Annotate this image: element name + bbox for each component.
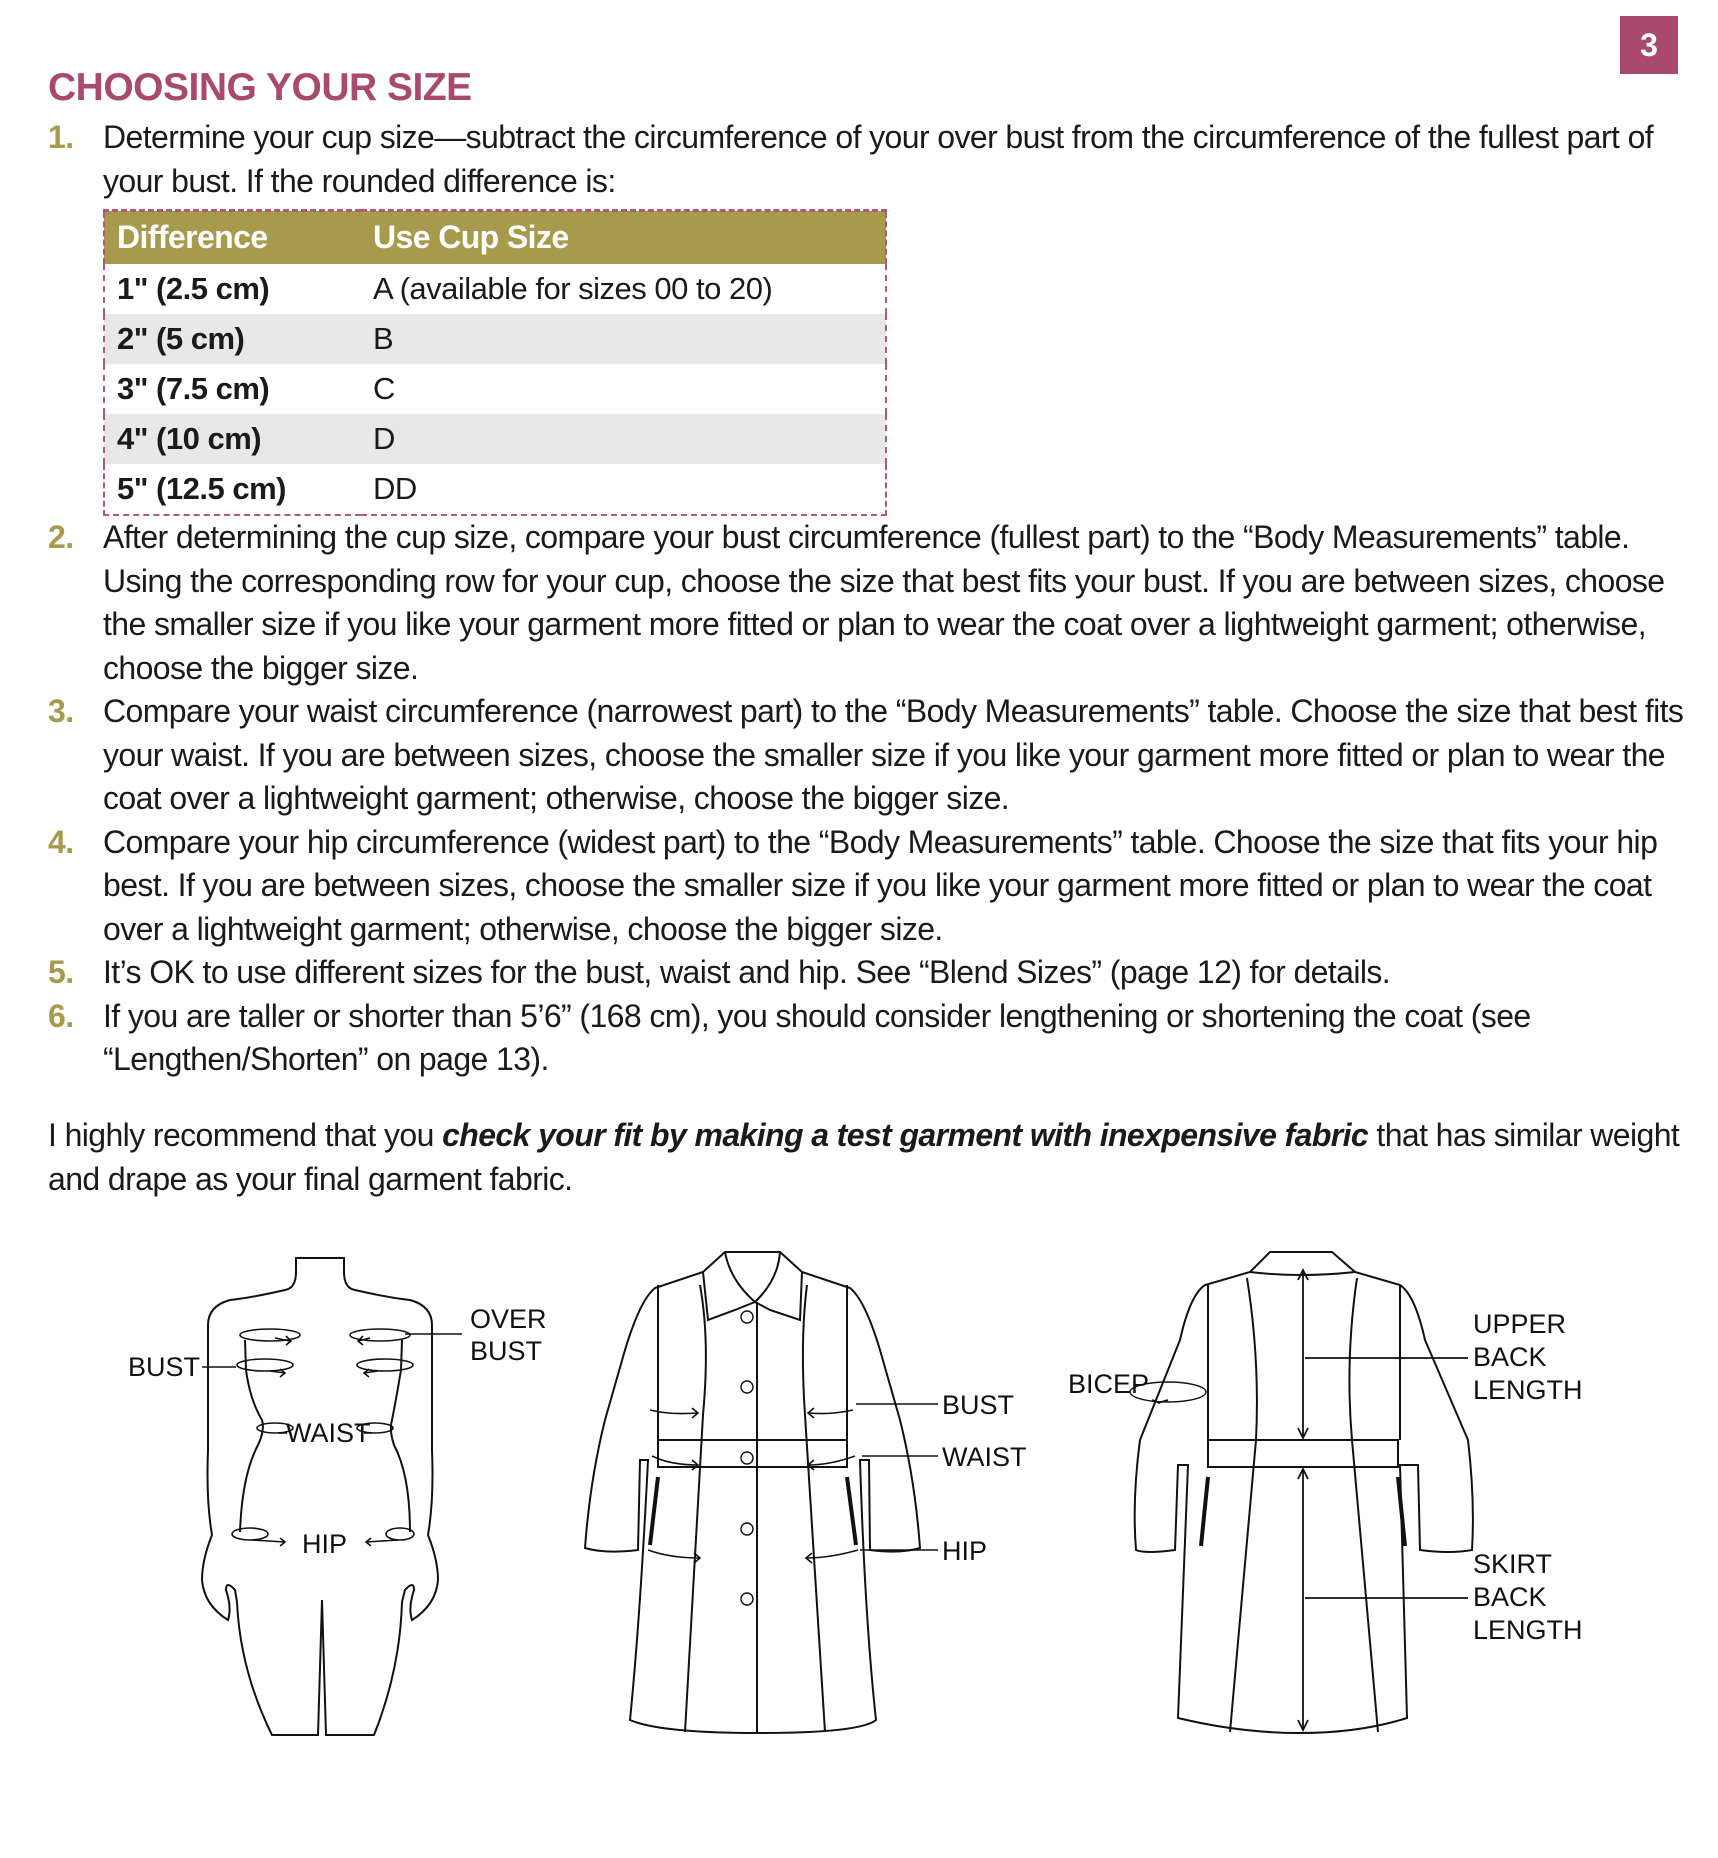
step-text: It’s OK to use different sizes for the bust, waist and hip. See “Blend Sizes” (page 12) for details. <box>103 954 1391 990</box>
skirt-back-length-label-3: LENGTH <box>1473 1615 1583 1645</box>
step-text: Determine your cup size—subtract the circumference of your over bust from the circumference of the fullest part of your bust. If the rounded difference is: <box>103 119 1654 199</box>
coat-waist-label: WAIST <box>942 1442 1027 1472</box>
table-row <box>104 314 886 364</box>
step-6 <box>48 995 1688 1082</box>
step-text: After determining the cup size, compare your bust circumference (fullest part) to the “Body Measurements” table. Using the corresponding row for your cup, choose the size that best fits your bust. If you are between sizes, choose the smaller size if you like your garment more fitted or plan to wear the coat over a lightweight garment; otherwise, choose the bigger size. <box>103 519 1665 686</box>
step-number: 4. <box>48 823 74 860</box>
difference-cell: 5" (12.5 cm) <box>117 471 286 507</box>
step-number: 6. <box>48 997 74 1034</box>
body-outline-icon <box>202 1258 438 1735</box>
column-header-cup-size: Use Cup Size <box>361 211 886 265</box>
cup-size-cell: A (available for sizes 00 to 20) <box>373 271 773 307</box>
coat-front-outline-icon <box>585 1252 920 1733</box>
step-1 <box>48 116 1688 516</box>
recommendation-text-end: that has similar weight and drape as your final garment fabric. <box>48 1117 1680 1197</box>
step-4 <box>48 821 1688 952</box>
over-bust-label-2: BUST <box>470 1336 543 1366</box>
bicep-label: BICEP <box>1068 1369 1150 1399</box>
step-2 <box>48 516 1688 690</box>
hip-label: HIP <box>302 1529 348 1559</box>
table-row <box>104 464 886 515</box>
step-number: 2. <box>48 519 74 555</box>
table-row <box>104 414 886 464</box>
cup-size-cell: D <box>361 414 886 464</box>
body-measurement-figure <box>100 1250 580 1850</box>
coat-back-figure <box>1060 1240 1660 1840</box>
steps-list <box>48 116 1688 1082</box>
difference-cell: 2" (5 cm) <box>104 314 361 364</box>
table-row <box>104 364 886 414</box>
page-number-badge: 3 <box>1620 16 1678 74</box>
upper-back-length-label-2: BACK <box>1473 1342 1547 1372</box>
step-text: Compare your hip circumference (widest part) to the “Body Measurements” table. Choose the size that fits your hip best. If you are between sizes, choose the smaller size if you like your garment more fitted or plan to wear the coat over a lightweight garment; otherwise, choose the bigger size. <box>103 823 1658 947</box>
buttons-icon <box>741 1311 753 1605</box>
cup-size-cell: DD <box>373 471 417 507</box>
measurement-arrows-icon <box>648 1404 938 1563</box>
step-number: 3. <box>48 693 74 729</box>
recommendation-emphasis: check your fit by making a test garment with inexpensive fabric <box>442 1117 1369 1153</box>
upper-back-length-label: UPPER <box>1473 1309 1567 1339</box>
difference-cell: 3" (7.5 cm) <box>117 371 270 407</box>
column-header-difference: Difference <box>104 211 361 265</box>
step-number: 5. <box>48 954 74 990</box>
page-title: CHOOSING YOUR SIZE <box>48 66 472 109</box>
difference-cell: 4" (10 cm) <box>104 414 361 464</box>
coat-bust-label: BUST <box>942 1390 1015 1420</box>
coat-hip-label: HIP <box>942 1536 988 1566</box>
step-text: Compare your waist circumference (narrowest part) to the “Body Measurements” table. Choose the size that best fits your waist. If you are between sizes, choose the smaller size if you like your garment more fitted or plan to wear the coat over a lightweight garment; otherwise, choose the bigger size. <box>103 693 1684 816</box>
waist-label: WAIST <box>286 1418 371 1448</box>
cup-size-table <box>103 209 887 516</box>
skirt-back-length-label-2: BACK <box>1473 1582 1547 1612</box>
skirt-back-length-label: SKIRT <box>1473 1549 1553 1579</box>
step-5 <box>48 951 1688 995</box>
over-bust-label: OVER <box>470 1304 547 1334</box>
coat-front-figure <box>560 1240 1060 1840</box>
step-text: If you are taller or shorter than 5’6” (168 cm), you should consider lengthening or shortening the coat (see “Lengthen/Shorten” on page 13). <box>103 997 1531 1077</box>
recommendation-paragraph <box>48 1114 1688 1201</box>
step-3 <box>48 690 1688 821</box>
bust-label: BUST <box>128 1352 201 1382</box>
upper-back-length-label-3: LENGTH <box>1473 1375 1583 1405</box>
difference-cell: 1" (2.5 cm) <box>117 271 270 307</box>
recommendation-text: I highly recommend that you <box>48 1117 443 1153</box>
table-row <box>104 264 886 314</box>
cup-size-cell: C <box>373 371 395 407</box>
step-number: 1. <box>48 119 74 155</box>
cup-size-cell: B <box>361 314 886 364</box>
